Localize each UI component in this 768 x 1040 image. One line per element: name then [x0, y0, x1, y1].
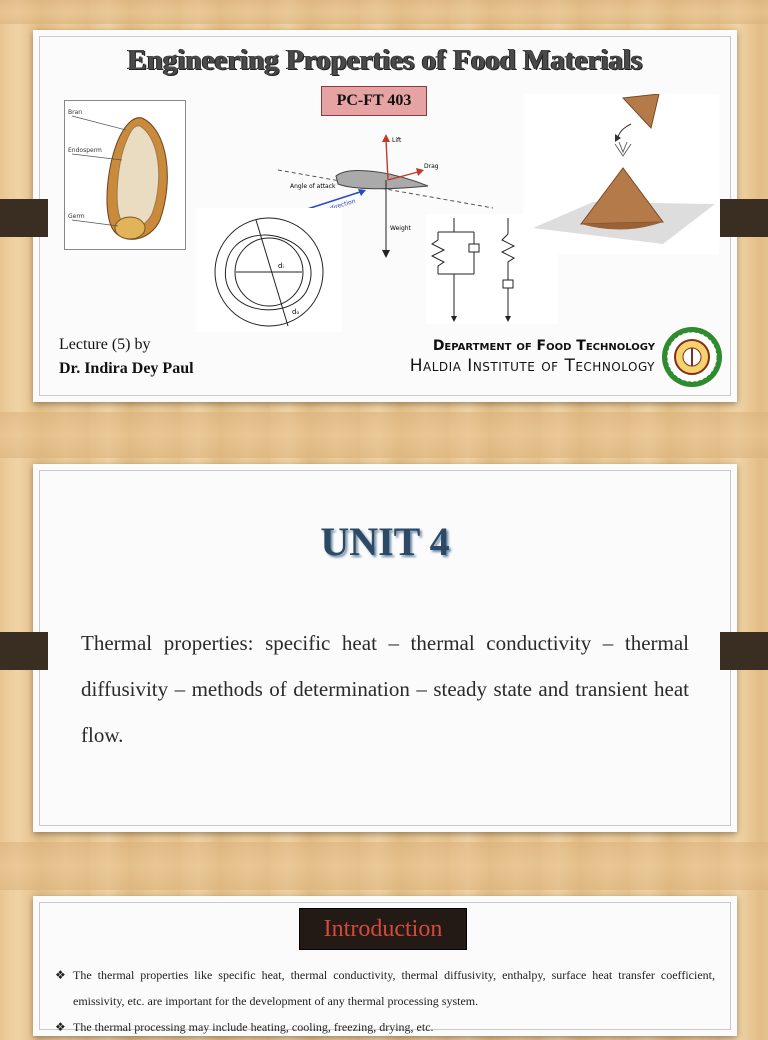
label-bran: Bran [68, 109, 83, 116]
department-name: Department of Food Technology [432, 338, 655, 354]
label-lift: Lift [392, 137, 402, 144]
wood-band [0, 412, 768, 458]
label-weight: Weight [390, 225, 411, 232]
slide-tab [0, 199, 48, 237]
lecture-number: Lecture (5) by [59, 336, 151, 353]
slide-tab [720, 632, 768, 670]
institute-logo [661, 326, 723, 388]
diamond-bullet-icon: ❖ [55, 968, 66, 982]
slide-title [33, 30, 737, 402]
wood-band [0, 0, 768, 24]
label-di: dᵢ [278, 262, 284, 270]
author-name: Dr. Indira Dey Paul [59, 360, 194, 377]
unit-description: Thermal properties: specific heat – thermal conductivity – thermal diffusivity – methods of determination – steady state and transient heat flow. [81, 631, 689, 747]
wood-band [0, 842, 768, 890]
slide-tab [0, 632, 48, 670]
label-angle-of-attack: Angle of attack [290, 183, 336, 190]
diamond-bullet-icon: ❖ [55, 1020, 66, 1034]
list-item: ❖ The thermal processing may include heating, cooling, freezing, drying, etc. [55, 1014, 715, 1040]
bullet-list [55, 962, 715, 1040]
slide-unit [33, 464, 737, 832]
page-title: Engineering Properties of Food Materials [127, 44, 643, 76]
institute-name: Haldia Institute of Technology [409, 356, 655, 376]
label-endosperm: Endosperm [68, 147, 102, 154]
list-item: ❖ The thermal properties like specific heat, thermal conductivity, thermal diffusivity, enthalpy, surface heat transfer coefficient, emissivity, etc. are important for the development of any thermal processing system. [55, 962, 715, 1014]
label-germ: Germ [68, 213, 85, 220]
label-do: dₒ [292, 308, 300, 316]
slide-tab [720, 199, 768, 237]
introduction-heading: Introduction [299, 908, 467, 950]
course-code-badge: PC-FT 403 [321, 86, 427, 116]
grain-kernel-figure [64, 100, 186, 250]
angle-of-repose-figure [523, 94, 719, 254]
label-drag: Drag [424, 163, 439, 170]
slide-introduction [33, 896, 737, 1036]
circularity-diagram [196, 208, 342, 332]
unit-title: UNIT 4 [320, 519, 450, 564]
label-relative-flow: Relative flow direction [290, 197, 357, 224]
